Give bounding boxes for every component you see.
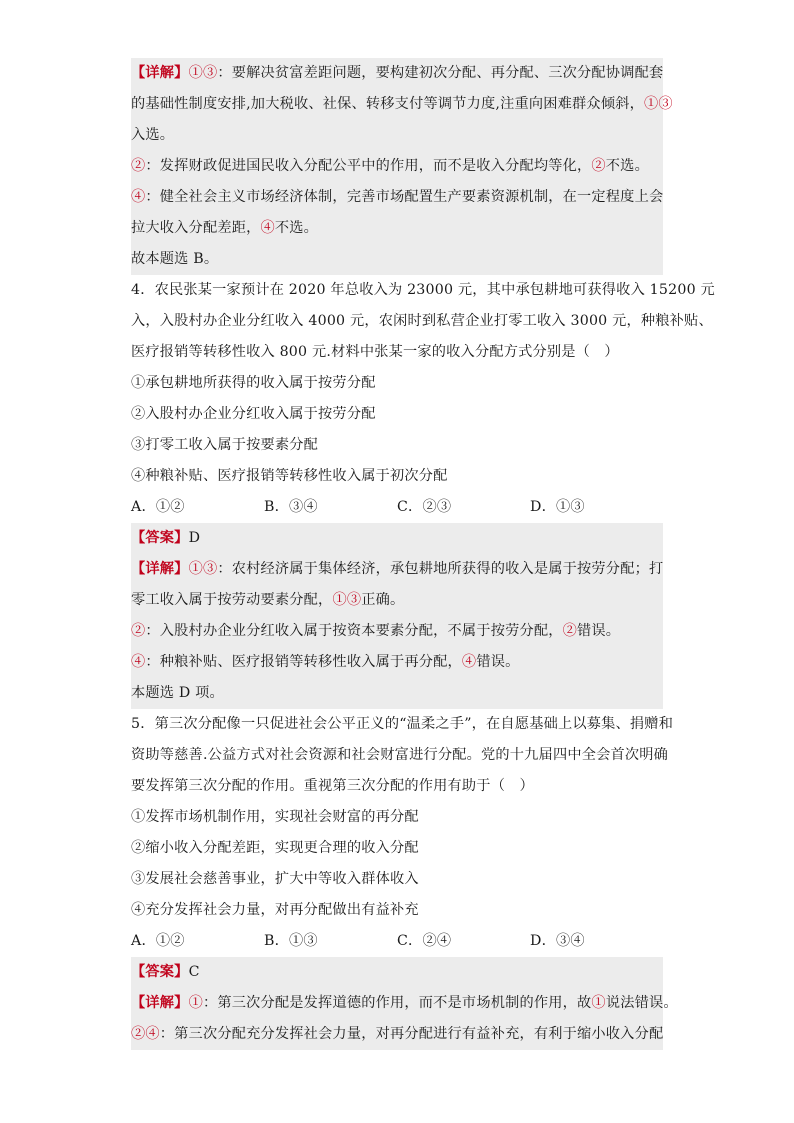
option-numbers: ② <box>131 623 146 639</box>
explain-text: 不选。 <box>605 158 649 174</box>
option-a: A．①② <box>131 499 185 515</box>
q4-explain-line-1 <box>131 554 663 585</box>
explain-text: ：农村经济属于集体经济，承包耕地所获得的收入是属于按劳分配；打 <box>217 561 664 577</box>
option-numbers: ① <box>591 995 606 1011</box>
q4-stem-line-1: 4．农民张某一家预计在 2020 年总收入为 23000 元，其中承包耕地可获得收入 15200 元 <box>131 282 715 298</box>
q3-explain-line-3 <box>131 120 663 151</box>
q4-explain-line-2 <box>131 585 663 616</box>
explain-text: ：第三次分配是发挥道德的作用，而不是市场机制的作用，故 <box>202 995 592 1011</box>
explain-text: 错误。 <box>476 654 520 670</box>
q4-explain-line-3 <box>131 616 663 647</box>
document-page <box>131 58 715 1050</box>
q3-explain-line-4 <box>131 151 663 182</box>
answer-tag: 【答案】 <box>131 530 189 546</box>
explain-text: 不选。 <box>274 220 319 236</box>
explain-conclusion: 本题选 D 项。 <box>131 685 224 701</box>
option-numbers: ①③ <box>332 592 362 608</box>
explain-text: ：健全社会主义市场经济体制，完善市场配置生产要素资源机制，在一定程度上会 <box>145 189 664 205</box>
explain-text: ：发挥财政促进国民收入分配公平中的作用，而不是收入分配均等化， <box>145 158 592 174</box>
option-numbers: ④ <box>131 189 146 205</box>
q4-item-3: ③打零工收入属于按要素分配 <box>131 437 319 453</box>
q5-options <box>131 926 663 957</box>
q3-explain-line-5 <box>131 182 663 213</box>
explain-tag: 【详解】 <box>131 561 189 577</box>
answer-value: D <box>188 530 201 546</box>
explain-text: 拉大收入分配差距， <box>131 220 261 236</box>
q4-options <box>131 492 663 523</box>
q3-explain-line-7 <box>131 244 663 275</box>
q5-answer <box>131 957 663 988</box>
explain-tag: 【详解】 <box>131 65 189 81</box>
q4-item-4: ④种粮补贴、医疗报销等转移性收入属于初次分配 <box>131 468 448 484</box>
q5-item-1: ①发挥市场机制作用，实现社会财富的再分配 <box>131 809 419 825</box>
explain-text: 的基础性制度安排,加大税收、社保、转移支付等调节力度,注重向困难群众倾斜， <box>131 96 644 112</box>
option-a: A．①② <box>131 933 185 949</box>
q4-answer <box>131 523 663 554</box>
explain-tag: 【详解】 <box>131 995 189 1011</box>
q5-stem-line-2: 资助等慈善.公益方式对社会资源和社会财富进行分配。党的十九届四中全会首次明确 <box>131 747 669 763</box>
q5-item-4: ④充分发挥社会力量，对再分配做出有益补充 <box>131 902 419 918</box>
explain-text: 正确。 <box>361 592 405 608</box>
q4-explain-line-4 <box>131 647 663 678</box>
option-numbers: ①③ <box>644 96 673 112</box>
q4-stem-line-2: 入，入股村办企业分红收入 4000 元，农闲时到私营企业打零工收入 3000 元，种粮补贴、 <box>131 313 713 329</box>
q5-explain-line-1 <box>131 988 678 1019</box>
option-c: C．②③ <box>397 499 452 515</box>
q5-item-2: ②缩小收入分配差距，实现更合理的收入分配 <box>131 840 419 856</box>
option-numbers: ④ <box>131 654 146 670</box>
explain-conclusion: 故本题选 B。 <box>131 251 219 267</box>
q5-explain-line-2 <box>131 1019 663 1050</box>
explain-text: ：入股村办企业分红收入属于按资本要素分配，不属于按劳分配， <box>145 623 563 639</box>
q4-item-2: ②入股村办企业分红收入属于按劳分配 <box>131 406 376 422</box>
option-numbers: ② <box>131 158 146 174</box>
option-numbers: ④ <box>461 654 477 670</box>
explain-text: ：要解决贫富差距问题，要构建初次分配、再分配、三次分配协调配套 <box>217 65 664 81</box>
explain-text: 说法错误。 <box>605 995 678 1011</box>
explain-text: 错误。 <box>577 623 621 639</box>
q4-explain-line-5 <box>131 678 663 709</box>
option-numbers: ①③ <box>188 65 218 81</box>
q4-stem-line-3: 医疗报销等转移性收入 800 元.材料中张某一家的收入分配方式分别是（ ） <box>131 344 619 360</box>
option-d: D．③④ <box>530 933 585 949</box>
q5-item-3: ③发展社会慈善事业，扩大中等收入群体收入 <box>131 871 419 887</box>
option-numbers: ② <box>562 623 578 639</box>
q3-explain-line-6 <box>131 213 663 244</box>
q5-stem-line-3: 要发挥第三次分配的作用。重视第三次分配的作用有助于（ ） <box>131 778 534 794</box>
answer-value: C <box>188 964 200 980</box>
q3-explain-line-2 <box>131 89 673 120</box>
q4-item-1: ①承包耕地所获得的收入属于按劳分配 <box>131 375 376 391</box>
explain-text: ：第三次分配充分发挥社会力量，对再分配进行有益补充，有利于缩小收入分配 <box>159 1026 664 1042</box>
option-numbers: ②④ <box>131 1026 160 1042</box>
explain-text: ：种粮补贴、医疗报销等转移性收入属于再分配， <box>145 654 462 670</box>
option-c: C．②④ <box>397 933 452 949</box>
option-numbers: ①③ <box>188 561 218 577</box>
explain-text: 入选。 <box>131 127 175 143</box>
q3-explain-line-1 <box>131 58 663 89</box>
option-b: B．③④ <box>264 499 318 515</box>
option-numbers: ② <box>591 158 606 174</box>
answer-tag: 【答案】 <box>131 964 189 980</box>
option-numbers: ④ <box>260 220 275 236</box>
option-numbers: ① <box>188 995 203 1011</box>
option-d: D．①③ <box>530 499 585 515</box>
q5-stem-line-1: 5．第三次分配像一只促进社会公平正义的“温柔之手”，在自愿基础上以募集、捐赠和 <box>131 716 674 732</box>
option-b: B．①③ <box>264 933 318 949</box>
explain-text: 零工收入属于按劳动要素分配， <box>131 592 333 608</box>
